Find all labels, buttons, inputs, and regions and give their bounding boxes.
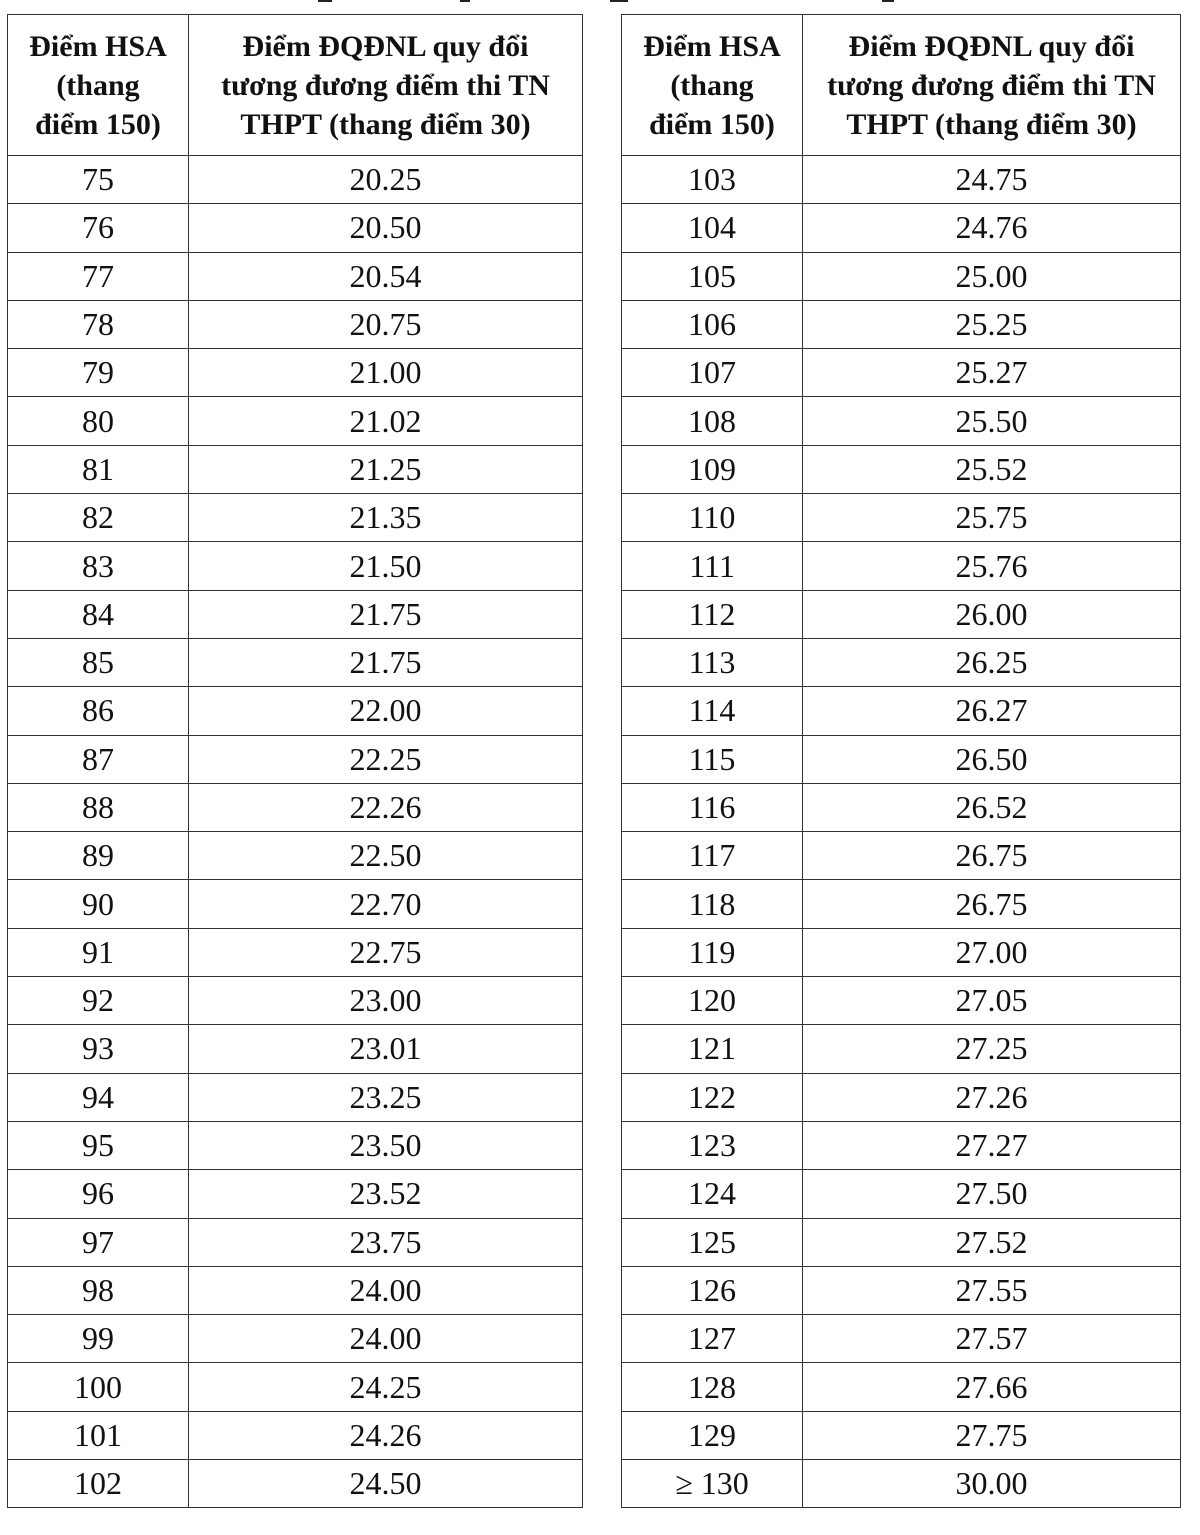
converted-score-cell: 22.00: [189, 687, 583, 735]
converted-score-cell: 27.55: [803, 1266, 1181, 1314]
converted-score-cell: 22.25: [189, 735, 583, 783]
table-row: [622, 445, 1181, 493]
hsa-score-cell: 84: [8, 590, 189, 638]
table-row: [622, 783, 1181, 831]
table-row: [8, 1073, 583, 1121]
converted-score-cell: 23.75: [189, 1218, 583, 1266]
hsa-score-cell: 76: [8, 204, 189, 252]
hsa-score-cell: ≥ 130: [622, 1460, 803, 1508]
hsa-score-cell: 129: [622, 1411, 803, 1459]
hsa-score-cell: 111: [622, 542, 803, 590]
converted-score-cell: 21.75: [189, 590, 583, 638]
hsa-score-cell: 95: [8, 1121, 189, 1169]
table-row: [622, 1363, 1181, 1411]
hsa-score-cell: 126: [622, 1266, 803, 1314]
converted-score-cell: 27.50: [803, 1170, 1181, 1218]
converted-score-cell: 21.00: [189, 349, 583, 397]
converted-score-cell: 27.57: [803, 1315, 1181, 1363]
table-row: [8, 783, 583, 831]
table-row: [622, 204, 1181, 252]
hsa-score-cell: 122: [622, 1073, 803, 1121]
converted-score-cell: 27.52: [803, 1218, 1181, 1266]
table-row: [8, 542, 583, 590]
hsa-score-cell: 128: [622, 1363, 803, 1411]
converted-score-cell: 20.25: [189, 156, 583, 204]
hsa-score-cell: 98: [8, 1266, 189, 1314]
converted-score-cell: 24.26: [189, 1411, 583, 1459]
hsa-score-cell: 114: [622, 687, 803, 735]
hsa-score-cell: 112: [622, 590, 803, 638]
table-row: [8, 1121, 583, 1169]
table-row: [8, 1411, 583, 1459]
hsa-score-cell: 108: [622, 397, 803, 445]
converted-score-cell: 21.25: [189, 445, 583, 493]
table-row: [622, 880, 1181, 928]
hsa-score-cell: 88: [8, 783, 189, 831]
table-row: [8, 445, 583, 493]
table-row: [622, 1121, 1181, 1169]
table-row: [622, 156, 1181, 204]
table-row: [622, 735, 1181, 783]
converted-score-cell: 21.02: [189, 397, 583, 445]
hsa-score-cell: 103: [622, 156, 803, 204]
hsa-score-cell: 86: [8, 687, 189, 735]
hsa-score-cell: 110: [622, 494, 803, 542]
hsa-score-cell: 85: [8, 638, 189, 686]
conversion-table-left: [7, 14, 583, 1508]
header-row: [622, 15, 1181, 156]
table-row: [622, 687, 1181, 735]
hsa-score-cell: 101: [8, 1411, 189, 1459]
hsa-score-cell: 113: [622, 638, 803, 686]
table-row: [622, 542, 1181, 590]
hsa-score-cell: 119: [622, 928, 803, 976]
converted-score-cell: 20.50: [189, 204, 583, 252]
table-row: [8, 252, 583, 300]
hsa-score-cell: 83: [8, 542, 189, 590]
hsa-score-cell: 77: [8, 252, 189, 300]
converted-score-cell: 27.66: [803, 1363, 1181, 1411]
converted-score-cell: 21.50: [189, 542, 583, 590]
converted-score-cell: 24.00: [189, 1266, 583, 1314]
table-row: [622, 1315, 1181, 1363]
table-row: [622, 1266, 1181, 1314]
table-row: [622, 494, 1181, 542]
table-row: [8, 590, 583, 638]
converted-score-cell: 26.50: [803, 735, 1181, 783]
hsa-score-cell: 104: [622, 204, 803, 252]
table-row: [8, 1460, 583, 1508]
converted-score-cell: 25.27: [803, 349, 1181, 397]
hsa-score-cell: 89: [8, 832, 189, 880]
table-row: [8, 1170, 583, 1218]
hsa-score-cell: 97: [8, 1218, 189, 1266]
hsa-score-cell: 115: [622, 735, 803, 783]
hsa-score-cell: 80: [8, 397, 189, 445]
table-row: [8, 687, 583, 735]
converted-score-cell: 22.70: [189, 880, 583, 928]
conversion-table-right: [621, 14, 1181, 1508]
converted-score-cell: 21.35: [189, 494, 583, 542]
hsa-score-cell: 87: [8, 735, 189, 783]
converted-score-cell: 21.75: [189, 638, 583, 686]
header-row: [8, 15, 583, 156]
hsa-score-cell: 125: [622, 1218, 803, 1266]
table-row: [8, 494, 583, 542]
table-row: [8, 1363, 583, 1411]
table-row: [8, 832, 583, 880]
converted-score-cell: 23.01: [189, 1025, 583, 1073]
converted-score-cell: 27.05: [803, 977, 1181, 1025]
hsa-score-cell: 118: [622, 880, 803, 928]
hsa-score-cell: 79: [8, 349, 189, 397]
table-row: [8, 204, 583, 252]
table-row: [8, 1025, 583, 1073]
converted-score-cell: 22.50: [189, 832, 583, 880]
table-row: [622, 1218, 1181, 1266]
converted-score-cell: 26.25: [803, 638, 1181, 686]
converted-score-cell: 23.25: [189, 1073, 583, 1121]
hsa-score-cell: 117: [622, 832, 803, 880]
converted-score-cell: 23.52: [189, 1170, 583, 1218]
table-row: [622, 1073, 1181, 1121]
hsa-score-cell: 96: [8, 1170, 189, 1218]
converted-score-cell: 24.75: [803, 156, 1181, 204]
converted-score-cell: 20.75: [189, 300, 583, 348]
header-hsa-score: Điểm HSA (thang điểm 150): [622, 15, 803, 156]
converted-score-cell: 25.52: [803, 445, 1181, 493]
converted-score-cell: 24.00: [189, 1315, 583, 1363]
table-row: [8, 638, 583, 686]
table-row: [622, 832, 1181, 880]
hsa-score-cell: 102: [8, 1460, 189, 1508]
hsa-score-cell: 82: [8, 494, 189, 542]
converted-score-cell: 27.26: [803, 1073, 1181, 1121]
hsa-score-cell: 94: [8, 1073, 189, 1121]
hsa-score-cell: 120: [622, 977, 803, 1025]
converted-score-cell: 25.00: [803, 252, 1181, 300]
cropped-title-remnant: [0, 0, 1200, 8]
converted-score-cell: 27.25: [803, 1025, 1181, 1073]
table-row: [622, 1025, 1181, 1073]
table-row: [622, 1411, 1181, 1459]
table-row: [622, 252, 1181, 300]
table-row: [8, 1315, 583, 1363]
converted-score-cell: 24.76: [803, 204, 1181, 252]
hsa-score-cell: 93: [8, 1025, 189, 1073]
converted-score-cell: 23.00: [189, 977, 583, 1025]
hsa-score-cell: 78: [8, 300, 189, 348]
table-row: [622, 397, 1181, 445]
table-row: [622, 300, 1181, 348]
hsa-score-cell: 99: [8, 1315, 189, 1363]
hsa-score-cell: 91: [8, 928, 189, 976]
header-converted-score: Điểm ĐQĐNL quy đổi tương đương điểm thi TN THPT (thang điểm 30): [189, 15, 583, 156]
converted-score-cell: 26.52: [803, 783, 1181, 831]
table-row: [8, 735, 583, 783]
hsa-score-cell: 121: [622, 1025, 803, 1073]
converted-score-cell: 26.75: [803, 832, 1181, 880]
table-row: [8, 156, 583, 204]
converted-score-cell: 30.00: [803, 1460, 1181, 1508]
converted-score-cell: 25.76: [803, 542, 1181, 590]
hsa-score-cell: 123: [622, 1121, 803, 1169]
hsa-score-cell: 90: [8, 880, 189, 928]
table-row: [622, 928, 1181, 976]
hsa-score-cell: 81: [8, 445, 189, 493]
converted-score-cell: 22.75: [189, 928, 583, 976]
table-row: [622, 590, 1181, 638]
hsa-score-cell: 92: [8, 977, 189, 1025]
converted-score-cell: 24.50: [189, 1460, 583, 1508]
table-row: [8, 1218, 583, 1266]
table-row: [8, 300, 583, 348]
converted-score-cell: 25.50: [803, 397, 1181, 445]
converted-score-cell: 22.26: [189, 783, 583, 831]
hsa-score-cell: 127: [622, 1315, 803, 1363]
hsa-score-cell: 100: [8, 1363, 189, 1411]
converted-score-cell: 27.75: [803, 1411, 1181, 1459]
table-row: [622, 1170, 1181, 1218]
converted-score-cell: 23.50: [189, 1121, 583, 1169]
table-row: [8, 1266, 583, 1314]
converted-score-cell: 25.25: [803, 300, 1181, 348]
table-row: [622, 977, 1181, 1025]
table-row: [622, 638, 1181, 686]
table-row: [8, 928, 583, 976]
converted-score-cell: 26.00: [803, 590, 1181, 638]
table-row: [8, 880, 583, 928]
table-row: [622, 349, 1181, 397]
converted-score-cell: 26.27: [803, 687, 1181, 735]
table-row: [8, 977, 583, 1025]
converted-score-cell: 26.75: [803, 880, 1181, 928]
hsa-score-cell: 75: [8, 156, 189, 204]
header-converted-score: Điểm ĐQĐNL quy đổi tương đương điểm thi TN THPT (thang điểm 30): [803, 15, 1181, 156]
converted-score-cell: 25.75: [803, 494, 1181, 542]
converted-score-cell: 27.27: [803, 1121, 1181, 1169]
hsa-score-cell: 105: [622, 252, 803, 300]
table-row: [8, 397, 583, 445]
converted-score-cell: 24.25: [189, 1363, 583, 1411]
converted-score-cell: 27.00: [803, 928, 1181, 976]
table-row: [8, 349, 583, 397]
hsa-score-cell: 107: [622, 349, 803, 397]
hsa-score-cell: 106: [622, 300, 803, 348]
hsa-score-cell: 116: [622, 783, 803, 831]
hsa-score-cell: 109: [622, 445, 803, 493]
converted-score-cell: 20.54: [189, 252, 583, 300]
table-row: [622, 1460, 1181, 1508]
header-hsa-score: Điểm HSA (thang điểm 150): [8, 15, 189, 156]
hsa-score-cell: 124: [622, 1170, 803, 1218]
